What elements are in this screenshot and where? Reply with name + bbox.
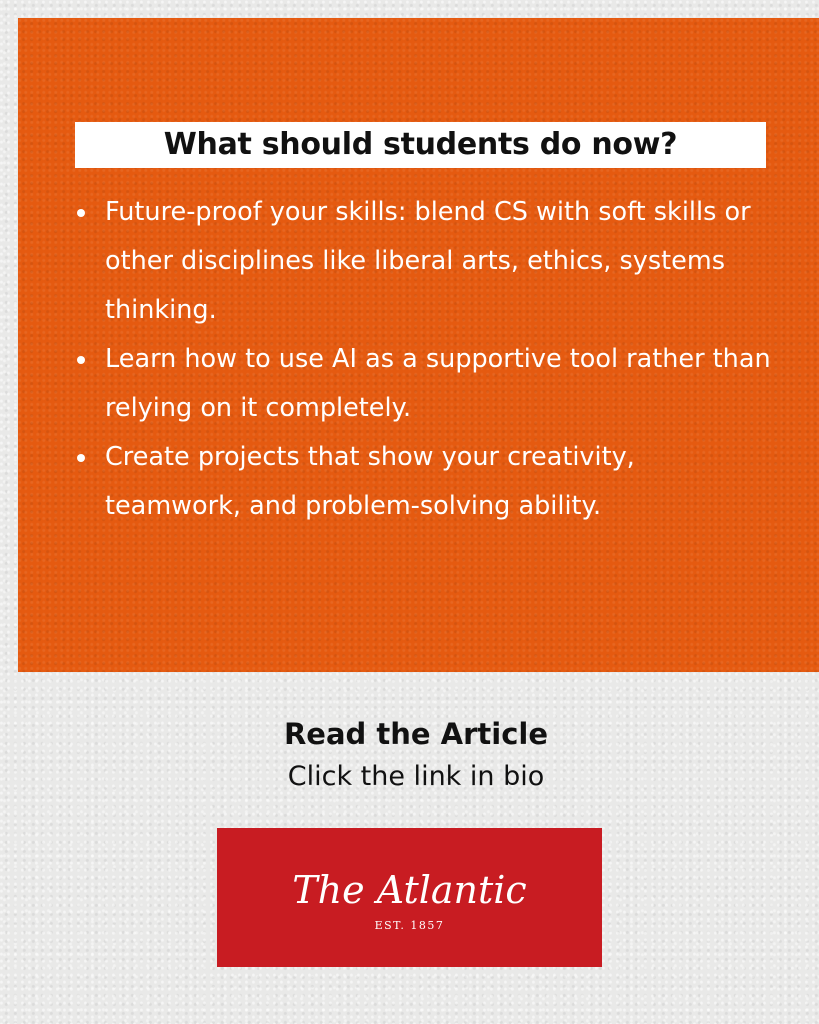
list-item-text: Learn how to use AI as a supportive tool rather than relying on it completely. xyxy=(105,344,771,423)
list-item xyxy=(75,188,775,335)
cta-subtitle: Click the link in bio xyxy=(287,761,545,792)
list-item-text: Future-proof your skills: blend CS with soft skills or other disciplines like liberal arts, ethics, systems thinking. xyxy=(105,197,751,325)
section-heading: What should students do now? xyxy=(75,122,766,168)
bullet-dot-icon xyxy=(77,454,85,462)
list-item-text: Create projects that show your creativity, teamwork, and problem-solving ability. xyxy=(105,442,635,521)
the-atlantic-logo xyxy=(217,828,602,967)
logo-wordmark: The Atlantic xyxy=(292,868,527,912)
bullet-dot-icon xyxy=(77,356,85,364)
bullet-dot-icon xyxy=(77,209,85,217)
list-item xyxy=(75,335,775,433)
cta-title: Read the Article xyxy=(283,717,549,751)
logo-established-text: EST. 1857 xyxy=(374,919,445,932)
list-item xyxy=(75,433,775,531)
advice-list xyxy=(75,188,775,531)
